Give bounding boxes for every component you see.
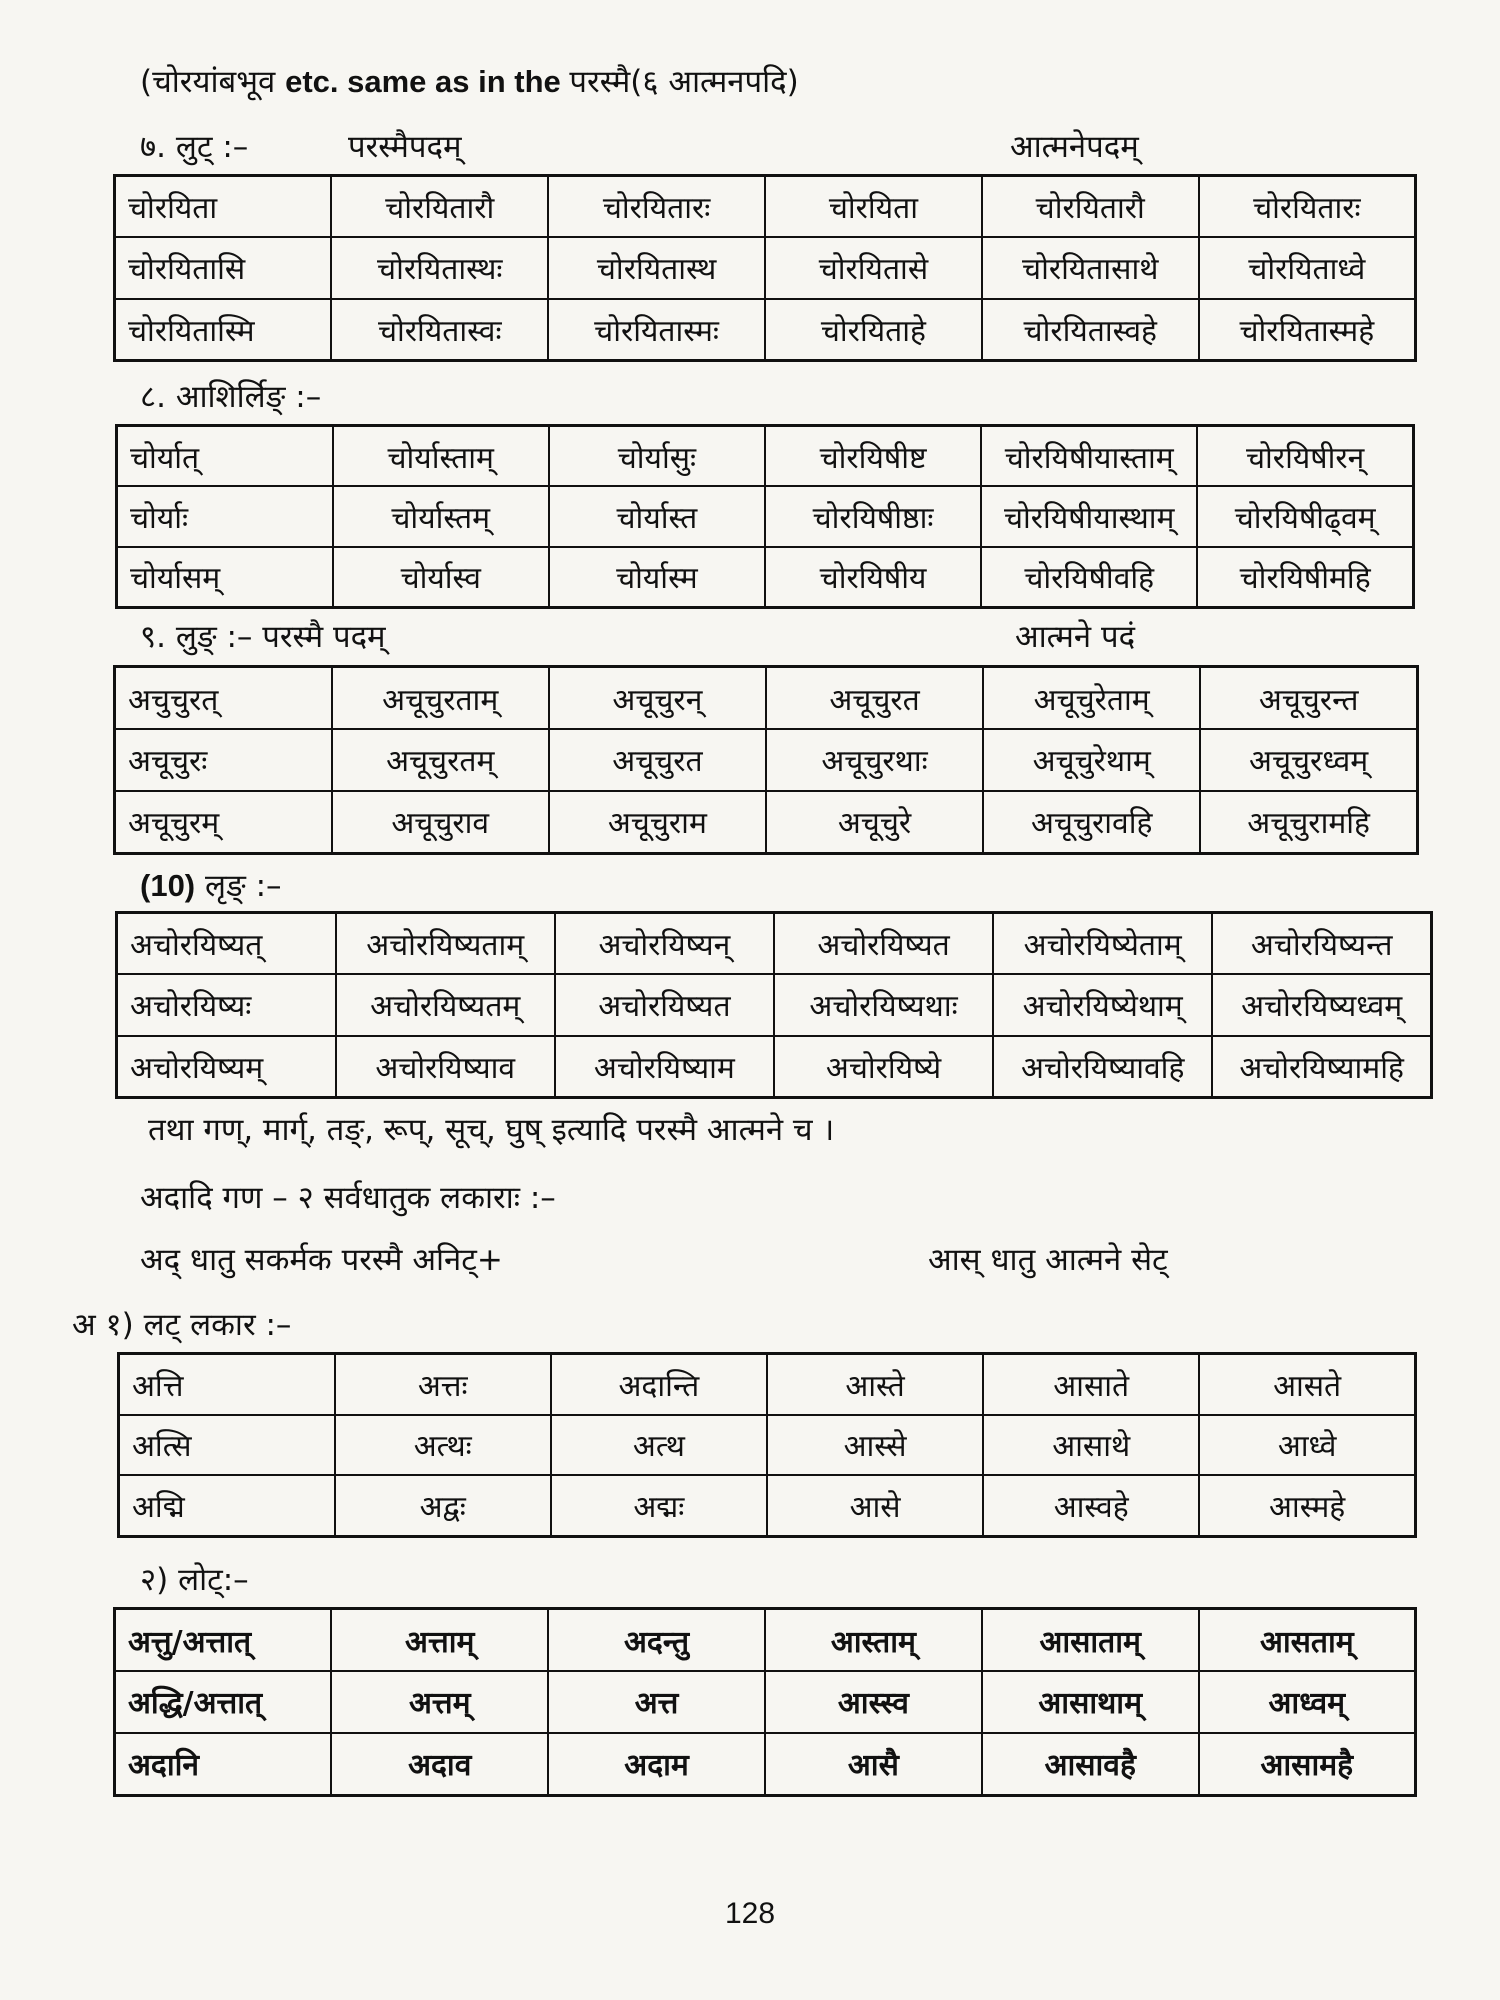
lung-heading: ९. लुङ् :– परस्मै पदम्	[140, 619, 386, 655]
table-cell: अचूचुरेताम्	[983, 667, 1200, 730]
intro-latin: etc. same as in the	[285, 64, 570, 99]
lut-parasmai-label: परस्मैपदम्	[348, 129, 462, 165]
table-cell: अचोरयिष्यत	[555, 974, 774, 1035]
table-cell: अत्त	[548, 1671, 765, 1733]
table-cell: चोर्यास्म	[549, 547, 765, 608]
table-cell: आस्ते	[767, 1354, 983, 1415]
lrng-heading-num: (10)	[140, 868, 196, 903]
lrng-heading-text: लृङ् :–	[195, 868, 282, 904]
table-cell: चोरयितारः	[1199, 176, 1416, 238]
table-cell: अचोरयिष्यम्	[117, 1036, 336, 1098]
table-cell: चोरयितास्महे	[1199, 299, 1416, 361]
table-cell: अचोरयिष्यथाः	[774, 974, 993, 1035]
ad-dhatu-line: अद् धातु सकर्मक परस्मै अनिट्+	[140, 1242, 503, 1278]
table-row	[117, 547, 1414, 608]
table-cell: चोरयिता	[765, 176, 982, 238]
table-cell: आध्वम्	[1199, 1671, 1416, 1733]
table-cell: अत्तम्	[331, 1671, 548, 1733]
table-cell: अचोरयिष्याव	[336, 1036, 555, 1098]
table-cell: चोरयिषीयास्ताम्	[981, 426, 1197, 487]
table-cell: अचोरयिष्ये	[774, 1036, 993, 1098]
table-cell: अचोरयिष्यावहि	[993, 1036, 1212, 1098]
table-cell: आस्से	[767, 1415, 983, 1476]
table-cell: अदानि	[115, 1733, 332, 1796]
table-cell: चोरयिषीष्ठाः	[765, 486, 981, 546]
table-cell: चोरयितास्मः	[548, 299, 765, 361]
table-cell: अचूचुरन्त	[1200, 667, 1417, 730]
table-cell: चोर्यासुः	[549, 426, 765, 487]
table-row	[117, 974, 1432, 1035]
ashirling-table	[115, 424, 1415, 609]
table-cell: अत्तः	[335, 1354, 551, 1415]
lot-heading: २) लोट्:–	[140, 1562, 249, 1598]
table-cell: चोरयिषीढ्वम्	[1197, 486, 1413, 546]
table-cell: अचूचुरः	[115, 729, 332, 791]
table-cell: आसते	[1199, 1354, 1415, 1415]
table-cell: चोरयितारौ	[982, 176, 1199, 238]
table-cell: अचोरयिष्येताम्	[993, 913, 1212, 975]
table-cell: अदाव	[331, 1733, 548, 1796]
table-row	[115, 791, 1418, 854]
ashirling-heading: ८. आशिर्लिङ् :–	[140, 379, 322, 415]
table-cell: आस्स्व	[765, 1671, 982, 1733]
table-cell: अदाम	[548, 1733, 765, 1796]
table-row	[115, 237, 1416, 298]
table-cell: अदन्तु	[548, 1609, 765, 1672]
table-row	[117, 1036, 1432, 1098]
table-cell: आसाथे	[983, 1415, 1199, 1476]
table-cell: अचोरयिष्यन्त	[1212, 913, 1431, 975]
table-cell: चोर्यासम्	[117, 547, 333, 608]
table-row	[119, 1354, 1416, 1415]
table-cell: अचोरयिष्यन्	[555, 913, 774, 975]
table-cell: अत्तु/अत्तात्	[115, 1609, 332, 1672]
table-cell: अचूचुराव	[332, 791, 549, 854]
table-row	[115, 1733, 1416, 1796]
table-cell: चोरयितास्वः	[331, 299, 548, 361]
table-cell: अचोरयिष्याम	[555, 1036, 774, 1098]
table-cell: चोरयिषीमहि	[1197, 547, 1413, 608]
table-cell: चोरयितास्वहे	[982, 299, 1199, 361]
table-cell: अचूचुरम्	[115, 791, 332, 854]
intro-suffix: परस्मै(६ आत्मनपदि)	[569, 64, 799, 100]
table-cell: चोरयितास्थः	[331, 237, 548, 298]
table-cell: आसामहै	[1199, 1733, 1416, 1796]
table-cell: चोरयिषीरन्	[1197, 426, 1413, 487]
table-cell: अचूचुरतम्	[332, 729, 549, 791]
table-cell: आसावहै	[982, 1733, 1199, 1796]
table-cell: अद्वः	[335, 1475, 551, 1536]
table-cell: चोरयितासाथे	[982, 237, 1199, 298]
lat-heading: अ १) लट् लकार :–	[72, 1307, 292, 1343]
table-row	[117, 913, 1432, 975]
table-cell: अचोरयिष्यध्वम्	[1212, 974, 1431, 1035]
table-cell: अचूचुरन्	[549, 667, 766, 730]
table-cell: चोरयितास्मि	[115, 299, 332, 361]
lrng-heading	[140, 870, 282, 902]
table-cell: चोरयिषीवहि	[981, 547, 1197, 608]
table-cell: चोरयितास्थ	[548, 237, 765, 298]
page-number: 128	[724, 1897, 776, 1930]
table-cell: चोरयिषीष्ट	[765, 426, 981, 487]
table-cell: चोर्यास्व	[333, 547, 549, 608]
table-cell: अद्धि/अत्तात्	[115, 1671, 332, 1733]
table-cell: चोरयितासि	[115, 237, 332, 298]
table-cell: चोर्यास्ताम्	[333, 426, 549, 487]
table-cell: अचोरयिष्यत्	[117, 913, 336, 975]
table-cell: अचूचुरामहि	[1200, 791, 1417, 854]
table-cell: आस्महे	[1199, 1475, 1415, 1536]
table-row	[115, 729, 1418, 791]
table-cell: चोर्यास्तम्	[333, 486, 549, 546]
aas-dhatu-line: आस् धातु आत्मने सेट्	[928, 1242, 1168, 1278]
table-cell: अचोरयिष्यः	[117, 974, 336, 1035]
table-cell: अत्थः	[335, 1415, 551, 1476]
table-cell: अचूचुरे	[766, 791, 983, 854]
lrng-table	[115, 911, 1433, 1099]
table-cell: चोरयिताहे	[765, 299, 982, 361]
table-row	[119, 1415, 1416, 1476]
table-cell: अत्ति	[119, 1354, 335, 1415]
table-cell: आसे	[767, 1475, 983, 1536]
table-cell: अचूचुरत	[549, 729, 766, 791]
lot-table	[113, 1607, 1417, 1797]
table-row	[115, 667, 1418, 730]
table-cell: अचूचुरत	[766, 667, 983, 730]
table-cell: चोर्यास्त	[549, 486, 765, 546]
table-cell: अचोरयिष्येथाम्	[993, 974, 1212, 1035]
table-cell: अद्मः	[551, 1475, 767, 1536]
table-cell: आसाताम्	[982, 1609, 1199, 1672]
table-row	[115, 1671, 1416, 1733]
table-cell: अचुचुरत्	[115, 667, 332, 730]
lut-heading: ७. लुट् :–	[140, 129, 249, 165]
table-cell: आसाथाम्	[982, 1671, 1199, 1733]
intro-line	[140, 66, 799, 98]
table-cell: चोरयितारः	[548, 176, 765, 238]
table-cell: अत्ताम्	[331, 1609, 548, 1672]
table-cell: अचोरयिष्यत	[774, 913, 993, 975]
table-cell: आध्वे	[1199, 1415, 1415, 1476]
tatha-line: तथा गण्, मार्ग्, तङ्, रूप्, सूच्, घुष् इत्यादि परस्मै आत्मने च ।	[148, 1112, 835, 1148]
table-cell: अचूचुरताम्	[332, 667, 549, 730]
lat-table	[117, 1352, 1417, 1538]
table-cell: चोरयितारौ	[331, 176, 548, 238]
table-cell: आस्वहे	[983, 1475, 1199, 1536]
table-cell: अत्सि	[119, 1415, 335, 1476]
table-row	[115, 176, 1416, 238]
table-cell: चोरयिषीय	[765, 547, 981, 608]
intro-prefix: (चोरयांबभूव	[140, 64, 286, 100]
table-cell: चोरयिता	[115, 176, 332, 238]
lut-table	[113, 174, 1417, 362]
table-cell: अदान्ति	[551, 1354, 767, 1415]
table-cell: अत्थ	[551, 1415, 767, 1476]
lung-atmane-label: आत्मने पदं	[1015, 619, 1136, 655]
table-cell: अद्मि	[119, 1475, 335, 1536]
table-cell: अचूचुराम	[549, 791, 766, 854]
table-cell: आसताम्	[1199, 1609, 1416, 1672]
table-cell: अचूचुरध्वम्	[1200, 729, 1417, 791]
lung-table	[113, 665, 1419, 855]
table-row	[115, 299, 1416, 361]
table-cell: चोर्याः	[117, 486, 333, 546]
table-cell: चोरयितासे	[765, 237, 982, 298]
table-cell: आस्ताम्	[765, 1609, 982, 1672]
table-cell: चोरयिताध्वे	[1199, 237, 1416, 298]
table-cell: चोर्यात्	[117, 426, 333, 487]
table-cell: आसै	[765, 1733, 982, 1796]
table-row	[117, 486, 1414, 546]
adadi-line: अदादि गण – २ सर्वधातुक लकाराः :–	[140, 1180, 556, 1216]
table-row	[119, 1475, 1416, 1536]
table-cell: अचोरयिष्यामहि	[1212, 1036, 1431, 1098]
table-cell: चोरयिषीयास्थाम्	[981, 486, 1197, 546]
table-cell: आसाते	[983, 1354, 1199, 1415]
table-cell: अचूचुरावहि	[983, 791, 1200, 854]
table-cell: अचोरयिष्यतम्	[336, 974, 555, 1035]
table-row	[115, 1609, 1416, 1672]
table-cell: अचूचुरेथाम्	[983, 729, 1200, 791]
table-row	[117, 426, 1414, 487]
table-cell: अचोरयिष्यताम्	[336, 913, 555, 975]
table-cell: अचूचुरथाः	[766, 729, 983, 791]
lut-atmane-label: आत्मनेपदम्	[1010, 129, 1139, 165]
